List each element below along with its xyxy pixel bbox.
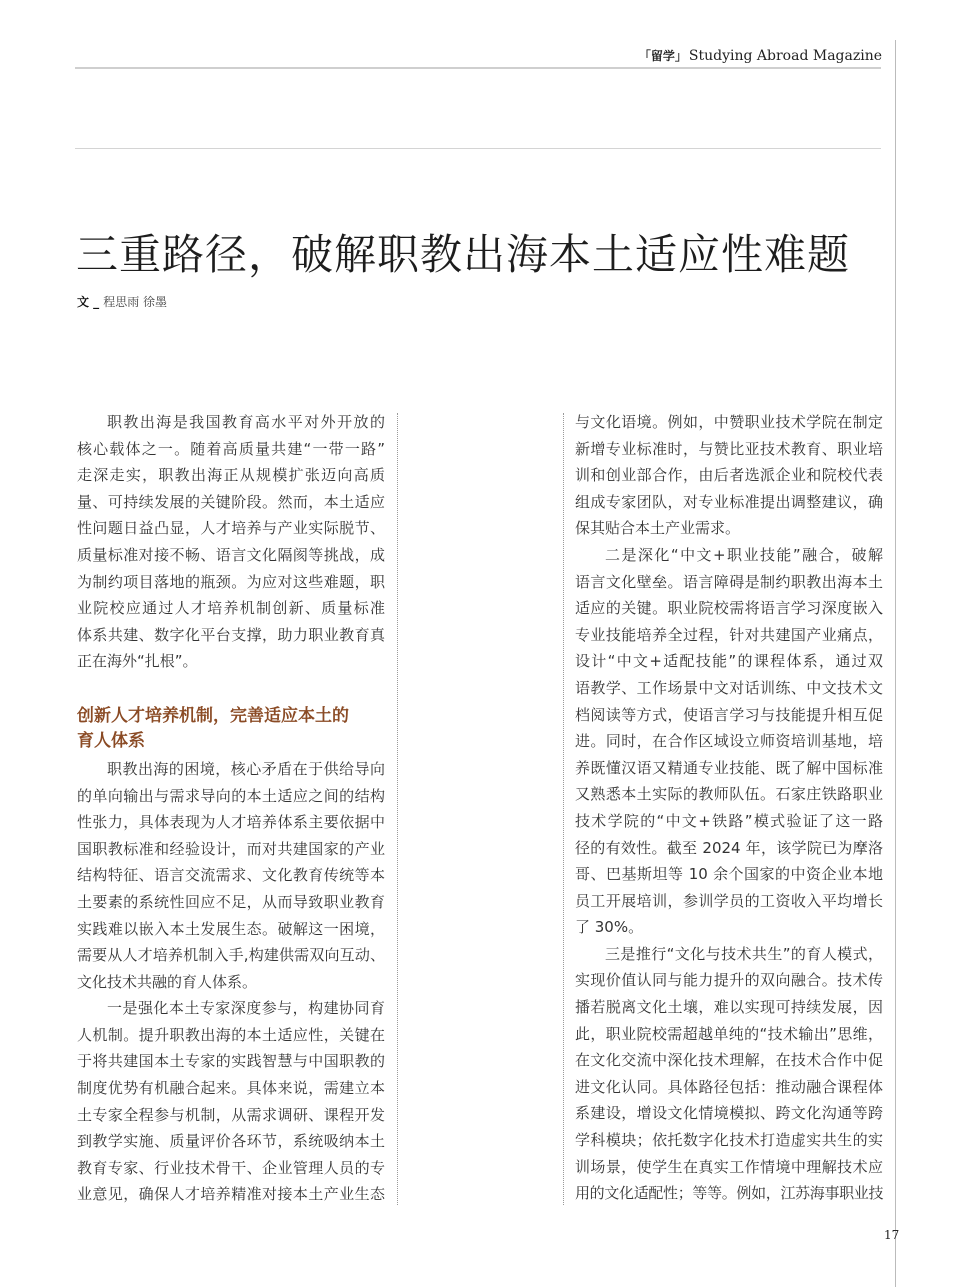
- text-line: 土专家全程参与机制，从需求调研、课程开发: [77, 1105, 385, 1124]
- column-divider: [563, 413, 564, 1205]
- text-line: 性问题日益凸显，人才培养与产业实际脱节、: [77, 519, 385, 538]
- column-divider: [397, 413, 398, 1205]
- section-heading-line: 创新人才培养机制，完善适应本土的: [77, 705, 349, 726]
- text-line: 语言文化壁垒。语言障碍是制约职教出海本土: [575, 572, 883, 591]
- text-line: 组成专家团队，对专业标准提出调整建议，确: [575, 492, 883, 511]
- text-line: 于将共建国本土专家的实践智慧与中国职教的: [77, 1052, 385, 1071]
- magazine-logo: 「留学」: [638, 49, 687, 63]
- paragraph: [575, 409, 883, 542]
- text-line: 训和创业部合作，由后者选派企业和院校代表: [575, 466, 883, 485]
- title-rule: [75, 148, 881, 149]
- text-line: 养既懂汉语又精通专业技能、既了解中国标准: [575, 758, 883, 777]
- text-line: 播若脱离文化土壤，难以实现可持续发展，因: [575, 998, 883, 1017]
- text-line: 新增专业标准时，与赞比亚技术教育、职业培: [575, 439, 883, 458]
- text-line: 学科模块；依托数字化技术打造虚实共生的实: [575, 1131, 883, 1150]
- paragraph: [77, 995, 385, 1208]
- text-line: 专业技能培养全过程，针对共建国产业痛点，: [575, 625, 883, 644]
- text-line: 一是强化本土专家深度参与，构建协同育: [107, 999, 385, 1018]
- text-line: 员工开展培训，参训学员的工资收入平均增长: [575, 891, 883, 910]
- page-edge-line: [895, 40, 896, 1287]
- text-line: 结构特征、语言交流需求、文化教育传统等本: [77, 866, 385, 885]
- text-line: 需要从人才培养机制入手,构建供需双向互动、: [77, 946, 385, 965]
- text-line: 保其贴合本土产业需求。: [575, 519, 741, 538]
- text-line: 土要素的系统性回应不足，从而导致职业教育: [77, 892, 385, 911]
- text-line: 性张力，具体表现为人才培养体系主要依据中: [77, 813, 385, 832]
- text-line: 此，职业院校需超越单纯的“技术输出”思维，: [575, 1024, 883, 1043]
- right-column: [575, 409, 883, 1207]
- text-line: 进文化认同。具体路径包括：推动融合课程体: [575, 1077, 883, 1096]
- text-line: 与文化语境。例如，中赞职业技术学院在制定: [575, 413, 883, 431]
- text-line: 人机制。提升职教出海的本土适应性，关键在: [77, 1025, 385, 1044]
- text-line: 业院校应通过人才培养机制创新、质量标准: [77, 599, 385, 618]
- text-line: 哥、巴基斯坦等 10 余个国家的中资企业本地: [575, 865, 883, 884]
- text-line: 在文化交流中深化技术理解，在技术合作中促: [575, 1051, 883, 1070]
- byline-prefix: 文 _: [77, 295, 100, 309]
- text-line: 径的有效性。截至 2024 年，该学院已为摩洛: [575, 838, 883, 857]
- text-line: 体系共建、数字化平台支撑，助力职业教育真: [77, 625, 385, 644]
- masthead: [639, 47, 882, 65]
- paragraph: [77, 409, 385, 675]
- text-line: 训场景，使学生在真实工作情境中理解技术应: [575, 1157, 883, 1176]
- text-line: 制度优势有机融合起来。具体来说，需建立本: [77, 1079, 385, 1098]
- text-line: 到教学实施、质量评价各环节，系统吸纳本土: [77, 1132, 385, 1151]
- text-line: 技术学院的“中文+铁路”模式验证了这一路: [575, 811, 883, 830]
- left-column: [77, 409, 385, 1208]
- text-line: 设计“中文+适配技能”的课程体系，通过双: [575, 652, 883, 671]
- text-line: 档阅读等方式，使语言学习与技能提升相互促: [575, 705, 883, 724]
- text-line: 国职教标准和经验设计，而对共建国家的产业: [77, 839, 385, 858]
- text-line: 质量标准对接不畅、语言文化隔阂等挑战，成: [77, 545, 385, 564]
- byline-authors: 程思雨 徐墨: [103, 295, 168, 309]
- text-line: 系建设，增设文化情境模拟、跨文化沟通等跨: [575, 1104, 883, 1123]
- section-heading: [77, 704, 385, 754]
- article-title: 三重路径，破解职教出海本土适应性难题: [76, 230, 851, 279]
- text-line: 职教出海的困境，核心矛盾在于供给导向: [107, 759, 385, 778]
- header-rule: [75, 67, 881, 69]
- text-line: 教育专家、行业技术骨干、企业管理人员的专: [77, 1158, 385, 1177]
- text-line: 职教出海是我国教育高水平对外开放的: [107, 413, 385, 431]
- text-line: 实现价值认同与能力提升的双向融合。技术传: [575, 971, 883, 990]
- text-line: 核心载体之一。随着高质量共建“一带一路”: [77, 439, 385, 458]
- text-line: 为制约项目落地的瓶颈。为应对这些难题，职: [77, 572, 385, 591]
- text-line: 适应的关键。职业院校需将语言学习深度嵌入: [575, 599, 883, 618]
- text-line: 的单向输出与需求导向的本土适应之间的结构: [77, 786, 385, 805]
- text-line: 二是深化“中文+职业技能”融合，破解: [605, 545, 883, 564]
- text-line: 文化技术共融的育人体系。: [77, 972, 258, 991]
- paragraph: [575, 941, 883, 1207]
- magazine-name: Studying Abroad Magazine: [688, 48, 882, 64]
- text-line: 量、可持续发展的关键阶段。然而，本土适应: [77, 492, 385, 511]
- text-line: 语教学、工作场景中文对话训练、中文技术文: [575, 678, 883, 697]
- paragraph: [575, 542, 883, 941]
- text-line: 又熟悉本土实际的教师队伍。石家庄铁路职业: [575, 785, 883, 804]
- text-line: 进。同时，在合作区域设立师资培训基地，培: [575, 732, 883, 751]
- byline: [77, 294, 167, 310]
- section-heading-line: 育人体系: [77, 730, 145, 751]
- text-line: 三是推行“文化与技术共生”的育人模式，: [605, 944, 883, 963]
- text-line: 走深走实，职教出海正从规模扩张迈向高质: [77, 466, 385, 485]
- text-line: 用的文化适配性；等等。例如，江苏海事职业技: [575, 1184, 883, 1203]
- text-line: 业意见，确保人才培养精准对接本土产业生态: [77, 1185, 385, 1204]
- paragraph: [77, 756, 385, 995]
- text-line: 正在海外“扎根”。: [77, 652, 198, 671]
- text-line: 了 30%。: [575, 918, 644, 937]
- page-number: 17: [884, 1228, 900, 1242]
- text-line: 实践难以嵌入本土发展生态。破解这一困境，: [77, 919, 385, 938]
